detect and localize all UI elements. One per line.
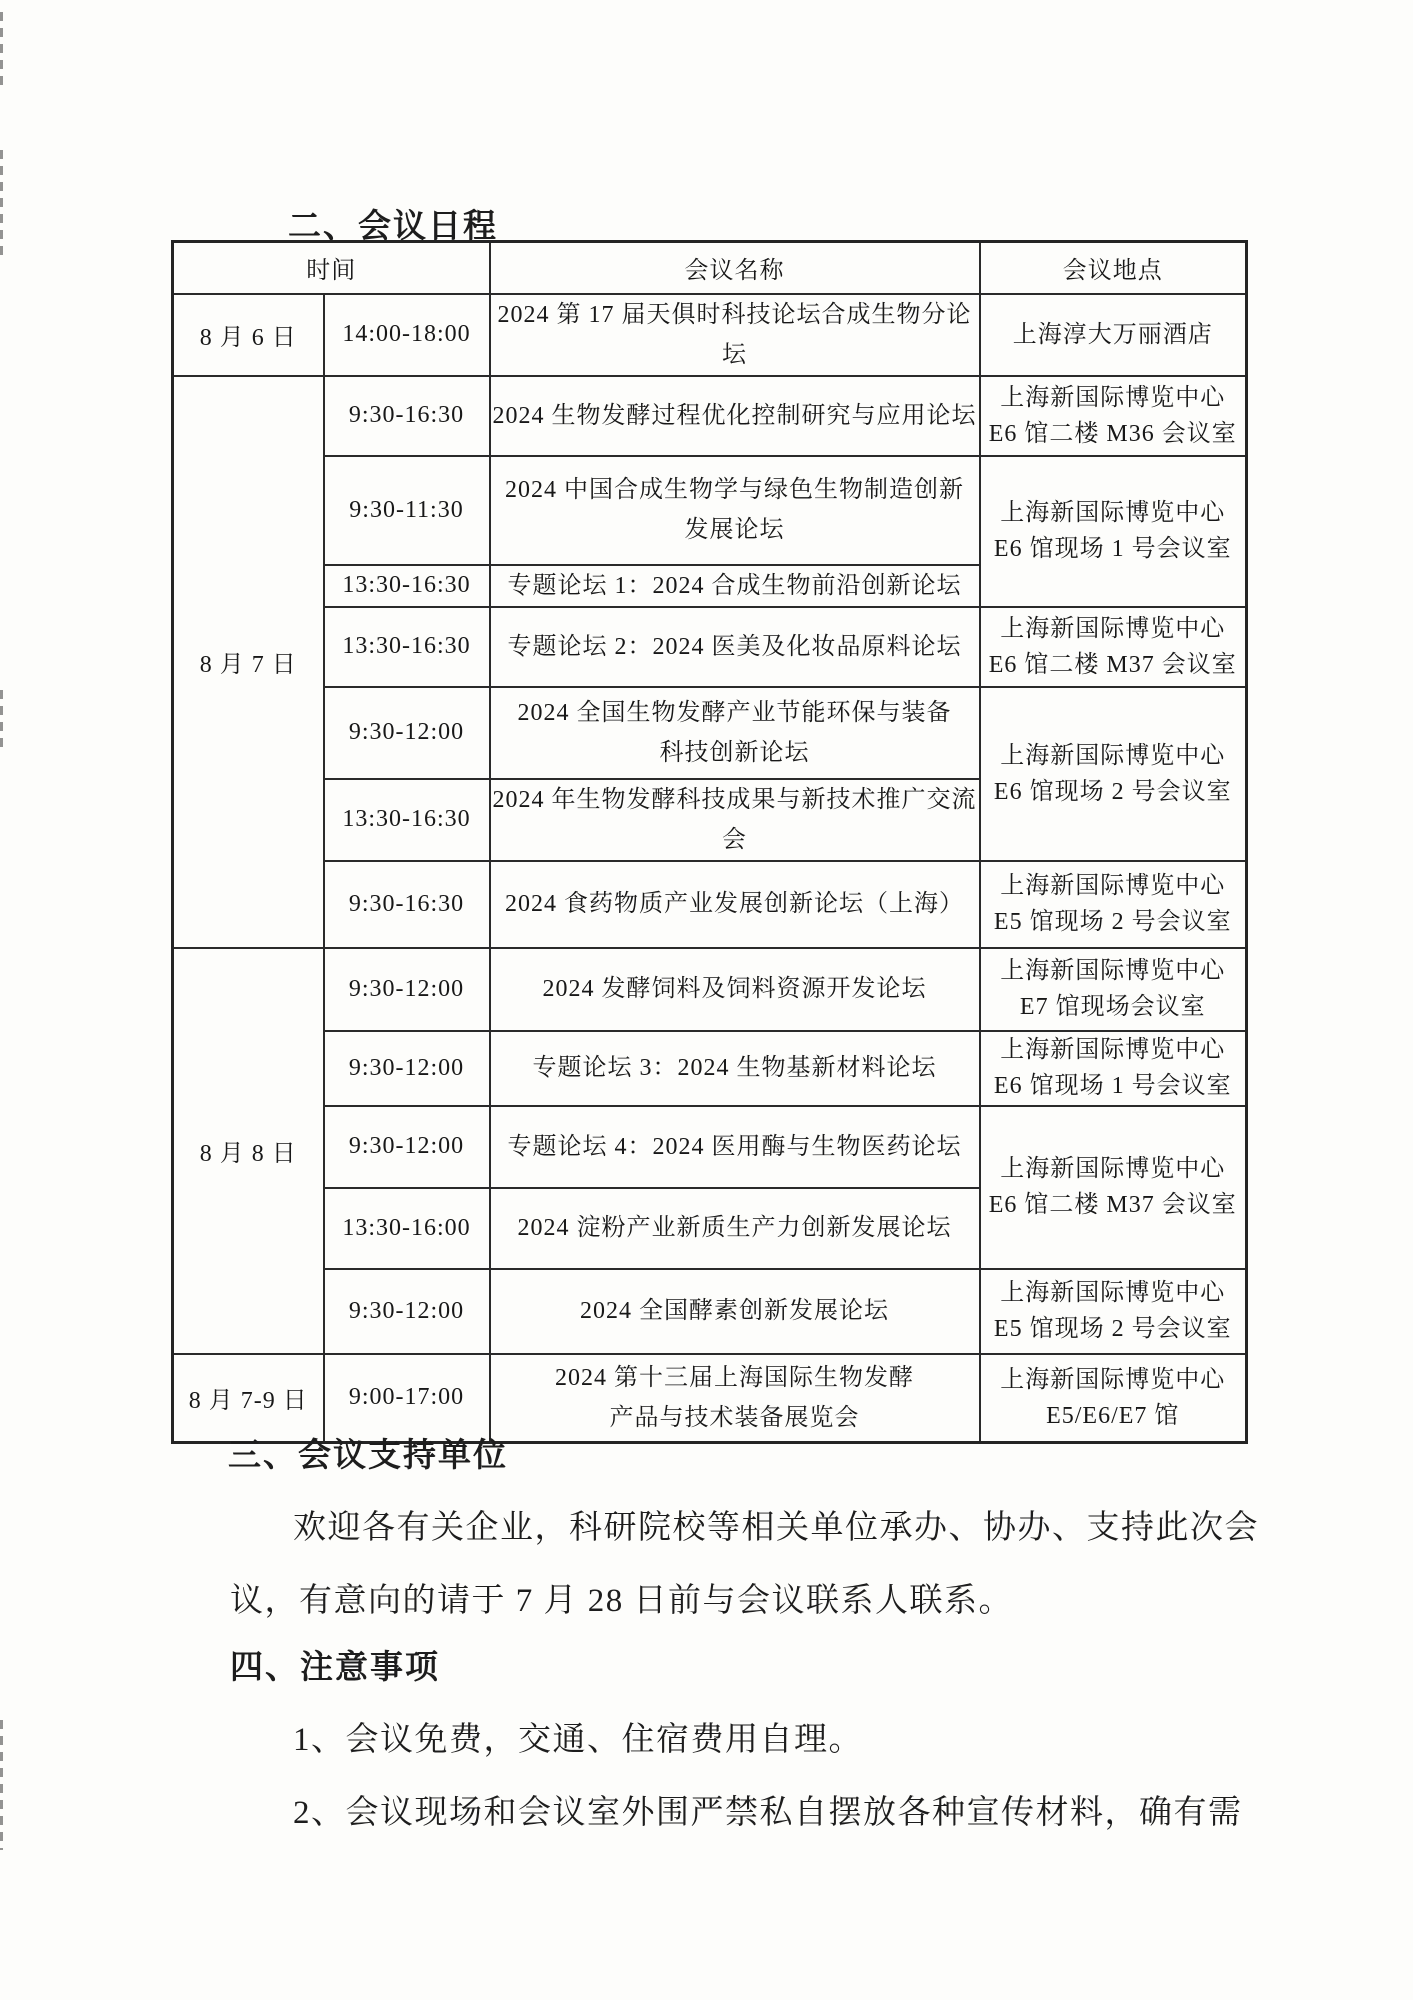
event-name-cell: 专题论坛 2：2024 医美及化妆品原料论坛 [490, 607, 980, 687]
support-paragraph-line2: 议，有意向的请于 7 月 28 日前与会议联系人联系。 [230, 1583, 1013, 1619]
support-section-heading: 三、会议支持单位 [228, 1438, 508, 1474]
event-name-cell: 2024 发酵饲料及饲料资源开发论坛 [490, 948, 980, 1031]
time-cell: 9:30-12:00 [324, 687, 490, 779]
location-cell: 上海新国际博览中心 E6 馆现场 1 号会议室 [980, 456, 1247, 607]
time-cell: 9:30-16:30 [324, 861, 490, 948]
location-cell: 上海新国际博览中心 E6 馆二楼 M37 会议室 [980, 1106, 1247, 1269]
event-name-cell: 2024 全国酵素创新发展论坛 [490, 1269, 980, 1354]
event-name-cell: 专题论坛 4：2024 医用酶与生物医药论坛 [490, 1106, 980, 1188]
time-cell: 13:30-16:30 [324, 607, 490, 687]
date-cell-aug8: 8 月 8 日 [173, 948, 324, 1354]
scan-artifact [0, 150, 3, 260]
location-cell: 上海新国际博览中心 E5/E6/E7 馆 [980, 1354, 1247, 1443]
table-row [173, 294, 1247, 376]
scan-artifact [0, 1720, 3, 1850]
event-name-cell: 2024 年生物发酵科技成果与新技术推广交流会 [490, 779, 980, 861]
time-cell: 9:30-12:00 [324, 1106, 490, 1188]
time-cell: 13:30-16:30 [324, 565, 490, 607]
table-header-row [173, 242, 1247, 294]
table-row [173, 1106, 1247, 1188]
table-row [173, 687, 1247, 779]
location-cell: 上海淳大万丽酒店 [980, 294, 1247, 376]
time-cell: 9:30-12:00 [324, 1269, 490, 1354]
event-name-cell: 2024 生物发酵过程优化控制研究与应用论坛 [490, 376, 980, 456]
event-name-cell: 2024 中国合成生物学与绿色生物制造创新 发展论坛 [490, 456, 980, 565]
event-name-cell: 2024 第十三届上海国际生物发酵 产品与技术装备展览会 [490, 1354, 980, 1443]
time-cell: 13:30-16:00 [324, 1188, 490, 1269]
header-meeting-location: 会议地点 [980, 242, 1247, 294]
note-item-2: 2、会议现场和会议室外围严禁私自摆放各种宣传材料，确有需 [293, 1795, 1243, 1831]
date-cell-aug7: 8 月 7 日 [173, 376, 324, 948]
time-cell: 9:30-16:30 [324, 376, 490, 456]
time-cell: 13:30-16:30 [324, 779, 490, 861]
time-cell: 9:30-12:00 [324, 948, 490, 1031]
header-time: 时间 [173, 242, 490, 294]
event-name-cell: 专题论坛 1：2024 合成生物前沿创新论坛 [490, 565, 980, 607]
location-cell: 上海新国际博览中心 E6 馆现场 2 号会议室 [980, 687, 1247, 861]
location-cell: 上海新国际博览中心 E5 馆现场 2 号会议室 [980, 861, 1247, 948]
table-row [173, 376, 1247, 456]
time-cell: 9:30-11:30 [324, 456, 490, 565]
time-cell: 9:00-17:00 [324, 1354, 490, 1443]
time-cell: 14:00-18:00 [324, 294, 490, 376]
event-name-cell: 2024 食药物质产业发展创新论坛（上海） [490, 861, 980, 948]
location-cell: 上海新国际博览中心 E6 馆二楼 M37 会议室 [980, 607, 1247, 687]
time-cell: 9:30-12:00 [324, 1031, 490, 1106]
date-cell-aug6: 8 月 6 日 [173, 294, 324, 376]
table-row [173, 948, 1247, 1031]
location-cell: 上海新国际博览中心 E6 馆现场 1 号会议室 [980, 1031, 1247, 1106]
scan-artifact [0, 12, 3, 92]
event-name-cell: 专题论坛 3：2024 生物基新材料论坛 [490, 1031, 980, 1106]
table-row [173, 1269, 1247, 1354]
table-row [173, 861, 1247, 948]
notes-section-heading: 四、注意事项 [230, 1650, 440, 1686]
location-cell: 上海新国际博览中心 E6 馆二楼 M36 会议室 [980, 376, 1247, 456]
header-meeting-name: 会议名称 [490, 242, 980, 294]
note-item-1: 1、会议免费，交通、住宿费用自理。 [293, 1722, 863, 1758]
event-name-cell: 2024 淀粉产业新质生产力创新发展论坛 [490, 1188, 980, 1269]
event-name-cell: 2024 第 17 届天俱时科技论坛合成生物分论坛 [490, 294, 980, 376]
scan-artifact [0, 690, 3, 750]
location-cell: 上海新国际博览中心 E5 馆现场 2 号会议室 [980, 1269, 1247, 1354]
support-paragraph-line1: 欢迎各有关企业，科研院校等相关单位承办、协办、支持此次会 [293, 1510, 1259, 1546]
schedule-section-heading: 二、会议日程 [288, 209, 498, 245]
event-name-cell: 2024 全国生物发酵产业节能环保与装备 科技创新论坛 [490, 687, 980, 779]
location-cell: 上海新国际博览中心 E7 馆现场会议室 [980, 948, 1247, 1031]
date-cell-aug7-9: 8 月 7-9 日 [173, 1354, 324, 1443]
conference-schedule-table [171, 240, 1248, 1444]
table-row [173, 607, 1247, 687]
table-row [173, 456, 1247, 565]
table-row [173, 1031, 1247, 1106]
